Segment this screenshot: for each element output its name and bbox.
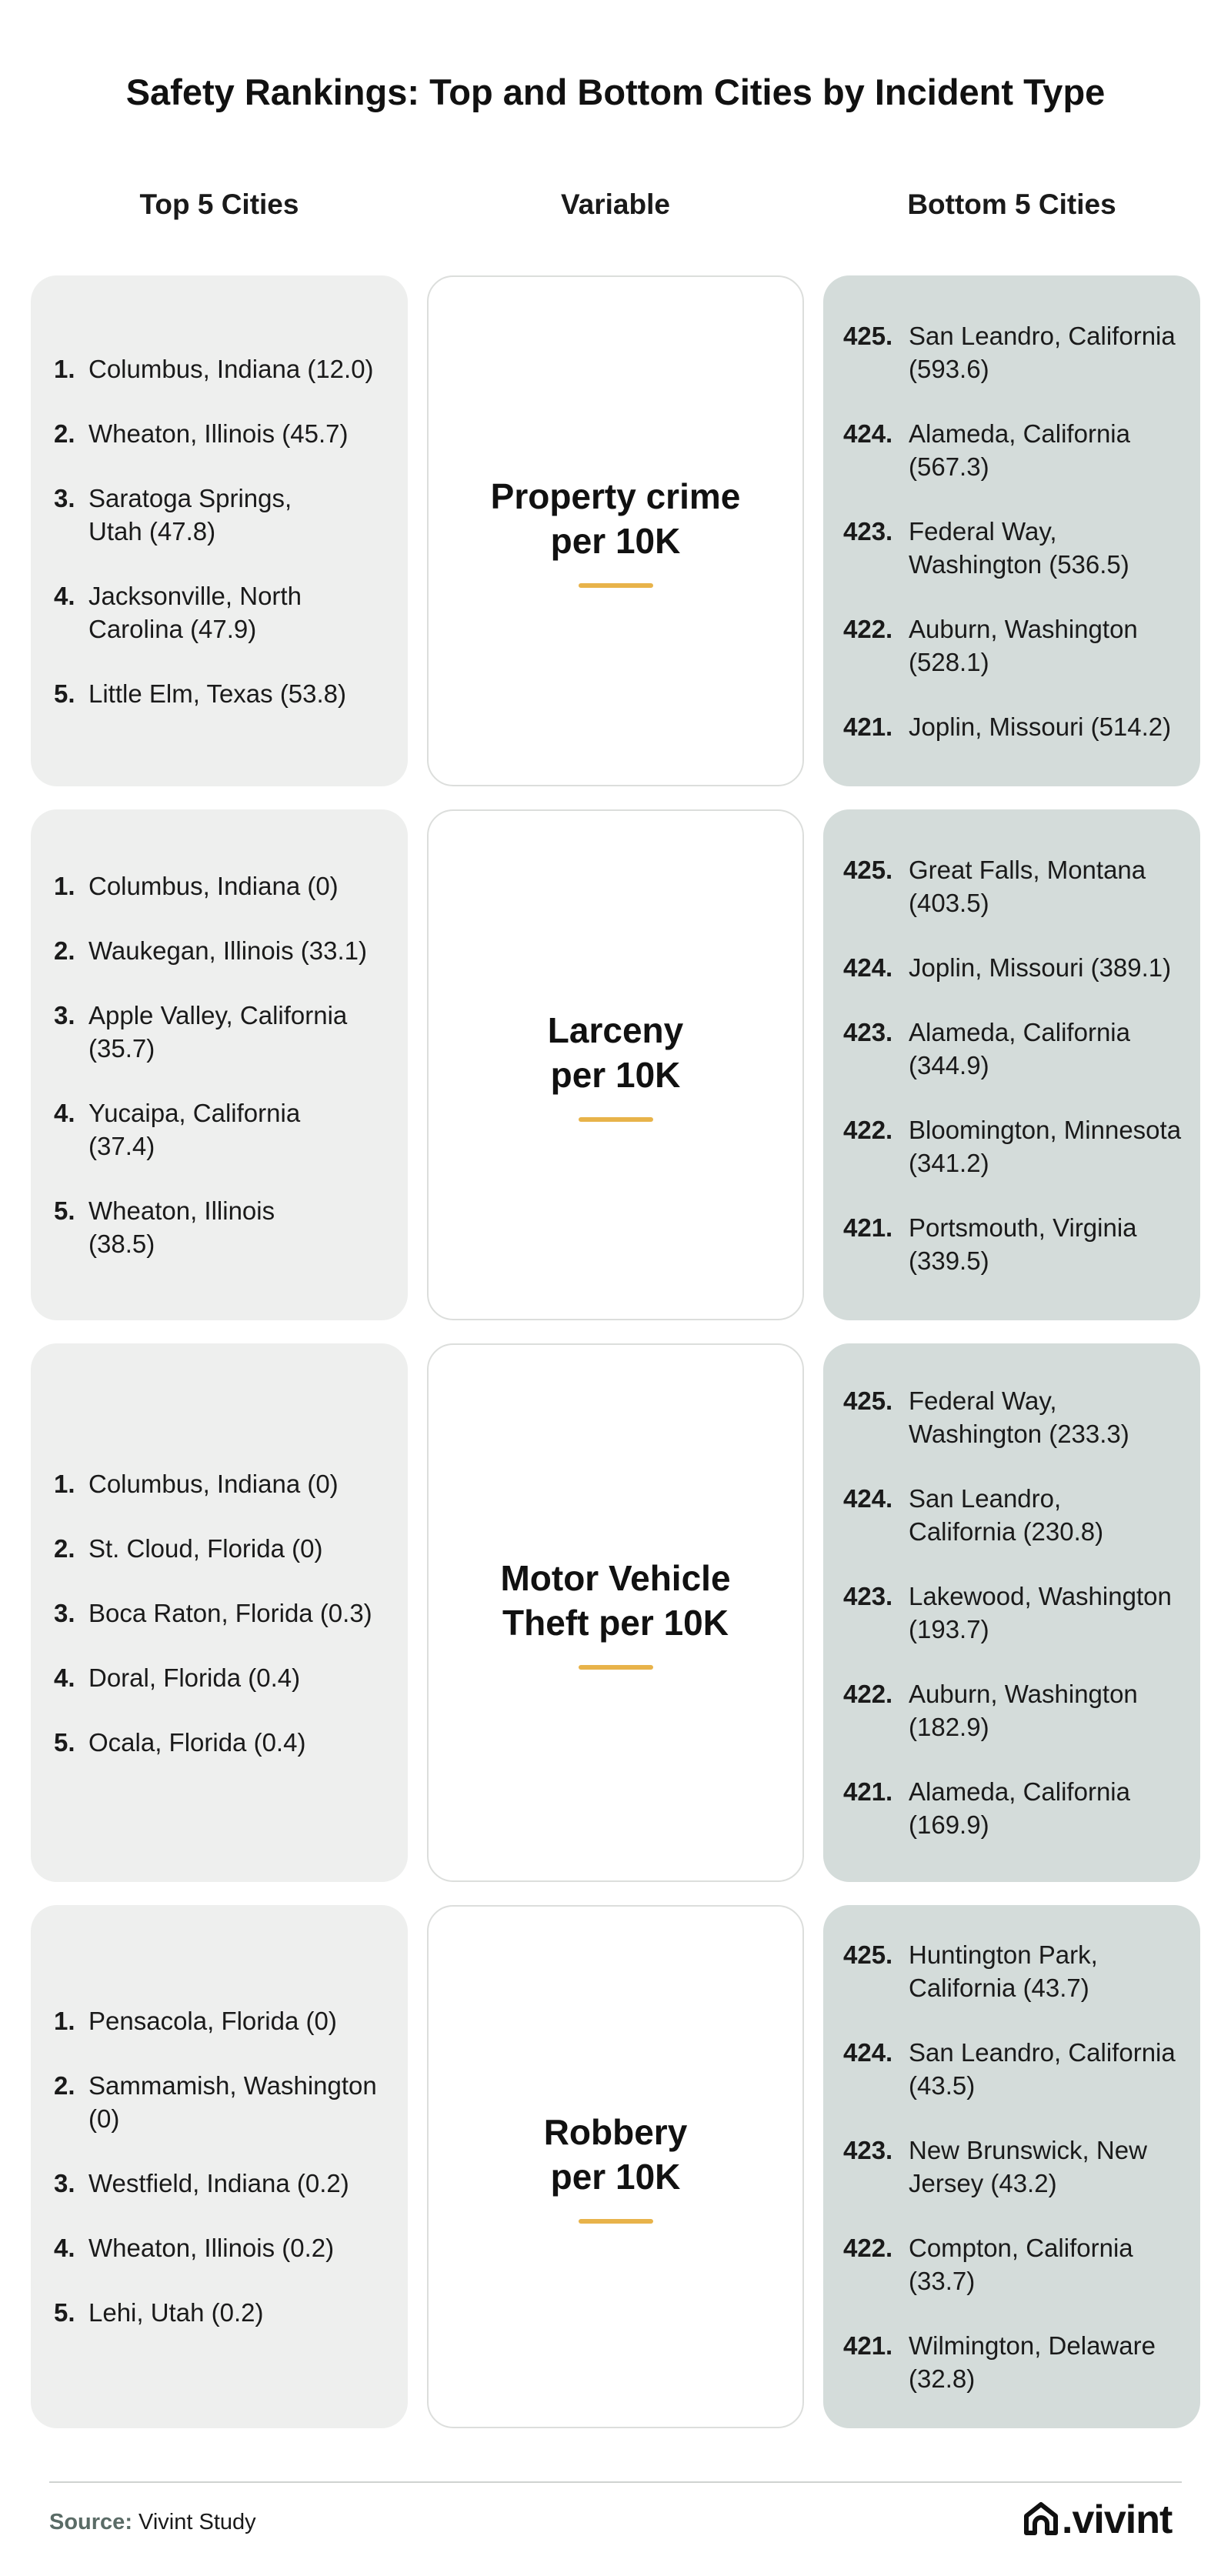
list-item: [843, 417, 1194, 483]
city-value: Lakewood, Washington (193.7): [909, 1582, 1172, 1643]
rank-number: 423.: [843, 516, 893, 546]
variable-card: [427, 1905, 804, 2428]
list-item: [54, 1532, 392, 1565]
city-value: Yucaipa, California (37.4): [88, 1099, 301, 1160]
list-item: [54, 1661, 392, 1694]
variable-label: Property crime per 10K: [490, 476, 741, 561]
list-item: [843, 1113, 1194, 1180]
city-value: Wilmington, Delaware (32.8): [909, 2331, 1156, 2393]
rank-number: 1.: [54, 872, 75, 900]
city-value: Huntington Park, California (43.7): [909, 1940, 1098, 2002]
city-value: Joplin, Missouri (514.2): [909, 712, 1172, 741]
list-item: [54, 1726, 392, 1759]
city-value: Apple Valley, California (35.7): [88, 1001, 348, 1063]
list-item: [54, 2167, 392, 2200]
rank-number: 3.: [54, 2169, 75, 2197]
accent-underline: [579, 2219, 653, 2224]
list-item: [843, 1211, 1194, 1277]
rank-number: 4.: [54, 1099, 75, 1127]
rank-number: 422.: [843, 2234, 893, 2262]
city-value: Alameda, California (344.9): [909, 1017, 1130, 1079]
bottom-cities-header: Bottom 5 Cities: [907, 189, 1116, 220]
rank-number: 5.: [54, 679, 75, 708]
city-value: Little Elm, Texas (53.8): [88, 679, 347, 708]
list-item: [54, 2069, 392, 2135]
rank-number: 424.: [843, 953, 893, 982]
city-value: Boca Raton, Florida (0.3): [88, 1598, 372, 1627]
city-value: Alameda, California (169.9): [909, 1777, 1130, 1839]
city-value: Portsmouth, Virginia (339.5): [909, 1213, 1137, 1275]
top-cities-card: [31, 809, 408, 1320]
rank-number: 5.: [54, 1727, 75, 1757]
rank-number: 1.: [54, 354, 75, 383]
list-item: [54, 352, 392, 385]
rank-number: 424.: [843, 2038, 893, 2067]
city-value: San Leandro, California (230.8): [909, 1484, 1104, 1546]
footer-divider: [49, 2481, 1182, 2483]
accent-underline: [579, 583, 653, 588]
top-cities-card: [31, 1343, 408, 1882]
city-value: San Leandro, California (43.5): [909, 2038, 1176, 2100]
rank-number: 422.: [843, 1115, 893, 1144]
list-item: [54, 2004, 392, 2037]
rank-number: 425.: [843, 855, 893, 884]
variable-label: Robbery per 10K: [543, 2112, 688, 2197]
list-item: [54, 677, 392, 710]
top-cities-card: [31, 1905, 408, 2428]
accent-underline: [579, 1665, 653, 1670]
variable-card: [427, 1343, 804, 1882]
list-item: [843, 2134, 1194, 2200]
city-value: Great Falls, Montana (403.5): [909, 855, 1146, 917]
city-value: San Leandro, California (593.6): [909, 321, 1176, 383]
rank-number: 4.: [54, 1663, 75, 1692]
city-value: Lehi, Utah (0.2): [88, 2298, 264, 2327]
rank-number: 424.: [843, 419, 893, 448]
city-value: Federal Way, Washington (536.5): [909, 516, 1129, 579]
list-item: [54, 482, 392, 548]
rank-number: 423.: [843, 1582, 893, 1610]
top-cities-card: [31, 275, 408, 786]
rank-number: 422.: [843, 1680, 893, 1708]
list-item: [54, 999, 392, 1065]
city-value: Wheaton, Illinois (45.7): [88, 419, 349, 448]
city-value: Pensacola, Florida (0): [88, 2007, 337, 2035]
list-item: [54, 1597, 392, 1630]
list-item: [843, 2036, 1194, 2102]
city-value: Compton, California (33.7): [909, 2234, 1133, 2295]
list-item: [843, 319, 1194, 385]
list-item: [54, 1467, 392, 1500]
list-item: [54, 579, 392, 646]
rank-number: 425.: [843, 1940, 893, 1969]
list-item: [843, 1677, 1194, 1743]
list-item: [843, 1016, 1194, 1082]
rank-number: 423.: [843, 2136, 893, 2164]
city-value: Auburn, Washington (528.1): [909, 614, 1138, 676]
rank-number: 421.: [843, 2331, 893, 2360]
city-value: Saratoga Springs, Utah (47.8): [88, 483, 292, 546]
rank-number: 425.: [843, 321, 893, 350]
rank-number: 5.: [54, 2298, 75, 2327]
city-value: Jacksonville, North Carolina (47.9): [88, 581, 302, 643]
rank-number: 2.: [54, 419, 75, 448]
rank-number: 3.: [54, 1598, 75, 1627]
logo-text: .vivint: [1062, 2498, 1173, 2542]
rank-number: 423.: [843, 1017, 893, 1046]
top-cities-header: Top 5 Cities: [139, 189, 299, 220]
accent-underline: [579, 1117, 653, 1122]
list-item: [54, 934, 392, 967]
rank-number: 4.: [54, 581, 75, 610]
city-value: Columbus, Indiana (0): [88, 872, 339, 900]
city-value: Westfield, Indiana (0.2): [88, 2169, 349, 2197]
rank-number: 2.: [54, 2071, 75, 2100]
list-item: [843, 2329, 1194, 2395]
source-text: Vivint Study: [138, 2510, 256, 2534]
list-item: [843, 612, 1194, 679]
bottom-cities-card: [823, 1905, 1200, 2428]
list-item: [843, 951, 1194, 984]
list-item: [843, 1580, 1194, 1646]
house-icon: [1023, 2501, 1059, 2540]
list-item: [843, 2231, 1194, 2297]
rank-number: 1.: [54, 1469, 75, 1498]
list-item: [843, 1775, 1194, 1841]
rank-number: 3.: [54, 1001, 75, 1029]
vivint-logo: [1023, 2497, 1172, 2543]
city-value: Wheaton, Illinois (38.5): [88, 1196, 275, 1258]
city-value: Doral, Florida (0.4): [88, 1663, 301, 1692]
list-item: [843, 853, 1194, 919]
rank-number: 2.: [54, 1533, 75, 1563]
list-item: [54, 2296, 392, 2329]
list-item: [54, 2231, 392, 2264]
list-item: [54, 1194, 392, 1260]
variable-label: Motor Vehicle Theft per 10K: [500, 1558, 731, 1643]
city-value: Auburn, Washington (182.9): [909, 1680, 1138, 1741]
page-title: Safety Rankings: Top and Bottom Cities by Incident Type: [125, 72, 1106, 112]
rank-number: 4.: [54, 2234, 75, 2262]
rank-number: 421.: [843, 1777, 893, 1806]
source-note: [49, 2510, 256, 2535]
rank-number: 425.: [843, 1386, 893, 1415]
list-item: [843, 1384, 1194, 1450]
rank-number: 5.: [54, 1196, 75, 1225]
city-value: Columbus, Indiana (0): [88, 1469, 339, 1498]
city-value: Federal Way, Washington (233.3): [909, 1386, 1129, 1448]
rank-number: 3.: [54, 483, 75, 512]
source-label: Source:: [49, 2510, 132, 2534]
list-item: [843, 710, 1194, 743]
city-value: St. Cloud, Florida (0): [88, 1533, 323, 1563]
rank-number: 2.: [54, 936, 75, 965]
bottom-cities-card: [823, 1343, 1200, 1882]
rank-number: 422.: [843, 614, 893, 643]
city-value: Alameda, California (567.3): [909, 419, 1130, 481]
city-value: New Brunswick, New Jersey (43.2): [909, 2136, 1147, 2197]
city-value: Joplin, Missouri (389.1): [909, 953, 1172, 982]
variable-header: Variable: [561, 189, 670, 220]
city-value: Bloomington, Minnesota (341.2): [909, 1115, 1182, 1177]
bottom-cities-card: [823, 275, 1200, 786]
city-value: Sammamish, Washington (0): [88, 2071, 377, 2133]
rank-number: 421.: [843, 712, 893, 741]
list-item: [843, 1482, 1194, 1548]
list-item: [54, 417, 392, 450]
variable-card: [427, 809, 804, 1320]
list-item: [54, 1096, 392, 1163]
rank-number: 1.: [54, 2007, 75, 2035]
city-value: Waukegan, Illinois (33.1): [88, 936, 367, 965]
city-value: Ocala, Florida (0.4): [88, 1727, 306, 1757]
list-item: [54, 869, 392, 903]
rank-number: 421.: [843, 1213, 893, 1242]
variable-card: [427, 275, 804, 786]
variable-label: Larceny per 10K: [547, 1010, 684, 1095]
city-value: Columbus, Indiana (12.0): [88, 354, 374, 383]
city-value: Wheaton, Illinois (0.2): [88, 2234, 335, 2262]
list-item: [843, 1938, 1194, 2004]
list-item: [843, 515, 1194, 581]
rank-number: 424.: [843, 1484, 893, 1513]
bottom-cities-card: [823, 809, 1200, 1320]
